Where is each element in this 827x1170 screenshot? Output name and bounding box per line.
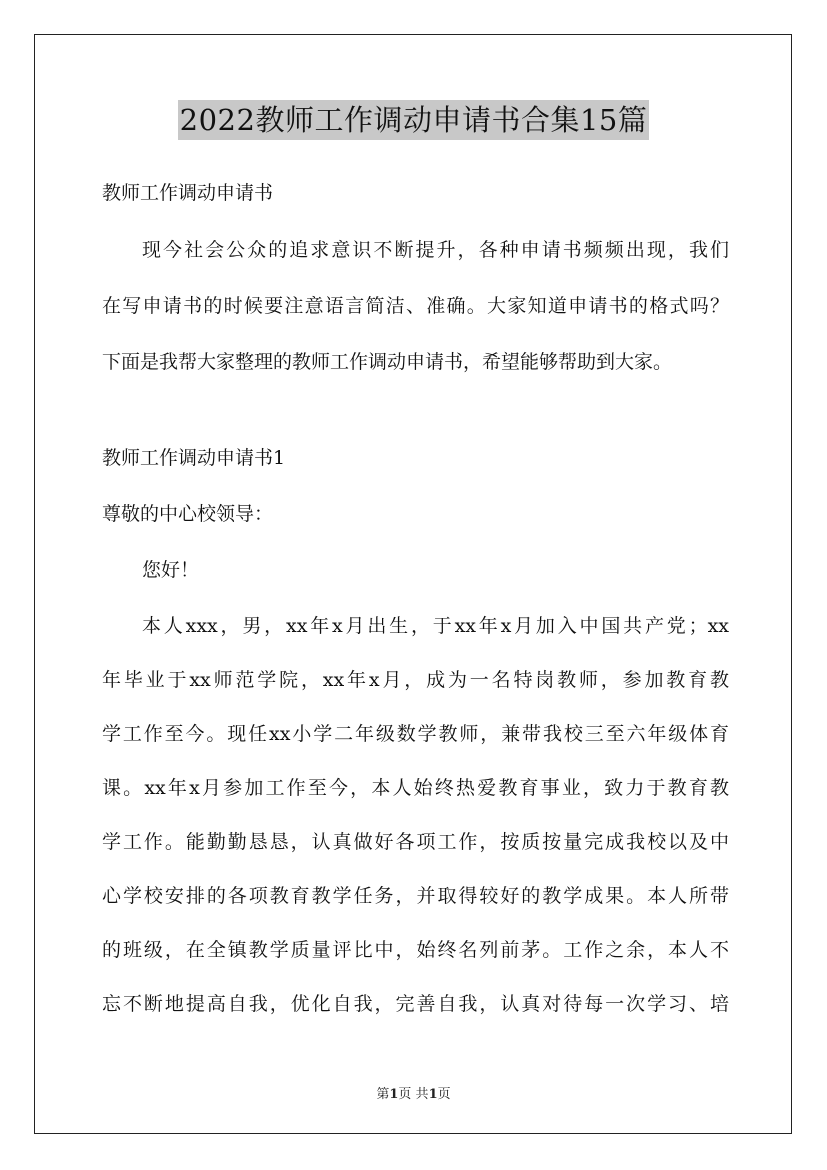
footer-page-total: 1 <box>428 1087 438 1102</box>
intro-heading: 教师工作调动申请书 <box>102 182 274 204</box>
footer-suffix: 页 <box>437 1087 451 1102</box>
body-paragraph-line: 学工作。能勤勤恳恳，认真做好各项工作，按质按量完成我校以及中 <box>102 831 729 853</box>
title-container <box>0 100 827 140</box>
body-paragraph-line: 忘不断地提高自我，优化自我，完善自我，认真对待每一次学习、培 <box>102 993 729 1015</box>
body-paragraph-line: 年毕业于xx师范学院，xx年x月，成为一名特岗教师，参加教育教 <box>102 669 729 691</box>
page-footer <box>0 1083 827 1102</box>
intro-paragraph-line: 现今社会公众的追求意识不断提升，各种申请书频频出现，我们 <box>142 239 729 261</box>
body-paragraph-line: 心学校安排的各项教育教学任务，并取得较好的教学成果。本人所带 <box>102 885 729 907</box>
document-title: 2022教师工作调动申请书合集15篇 <box>178 100 650 140</box>
greeting: 您好！ <box>142 559 200 581</box>
footer-prefix: 第 <box>376 1087 390 1102</box>
body-paragraph-line: 本人xxx，男，xx年x月出生，于xx年x月加入中国共产党；xx <box>142 615 729 637</box>
body-paragraph-line: 的班级，在全镇教学质量评比中，始终名列前茅。工作之余，本人不 <box>102 939 729 961</box>
footer-page-current: 1 <box>389 1087 399 1102</box>
document-body <box>102 174 729 1023</box>
salutation: 尊敬的中心校领导： <box>102 503 274 525</box>
body-paragraph-line: 学工作至今。现任xx小学二年级数学教师，兼带我校三至六年级体育 <box>102 723 729 745</box>
section-heading: 教师工作调动申请书1 <box>102 447 286 469</box>
footer-mid: 页 共 <box>398 1087 429 1102</box>
intro-paragraph-line: 在写申请书的时候要注意语言简洁、准确。大家知道申请书的格式吗？ <box>102 295 729 317</box>
intro-paragraph-line: 下面是我帮大家整理的教师工作调动申请书，希望能够帮助到大家。 <box>102 351 673 373</box>
body-paragraph-line: 课。xx年x月参加工作至今，本人始终热爱教育事业，致力于教育教 <box>102 777 729 799</box>
